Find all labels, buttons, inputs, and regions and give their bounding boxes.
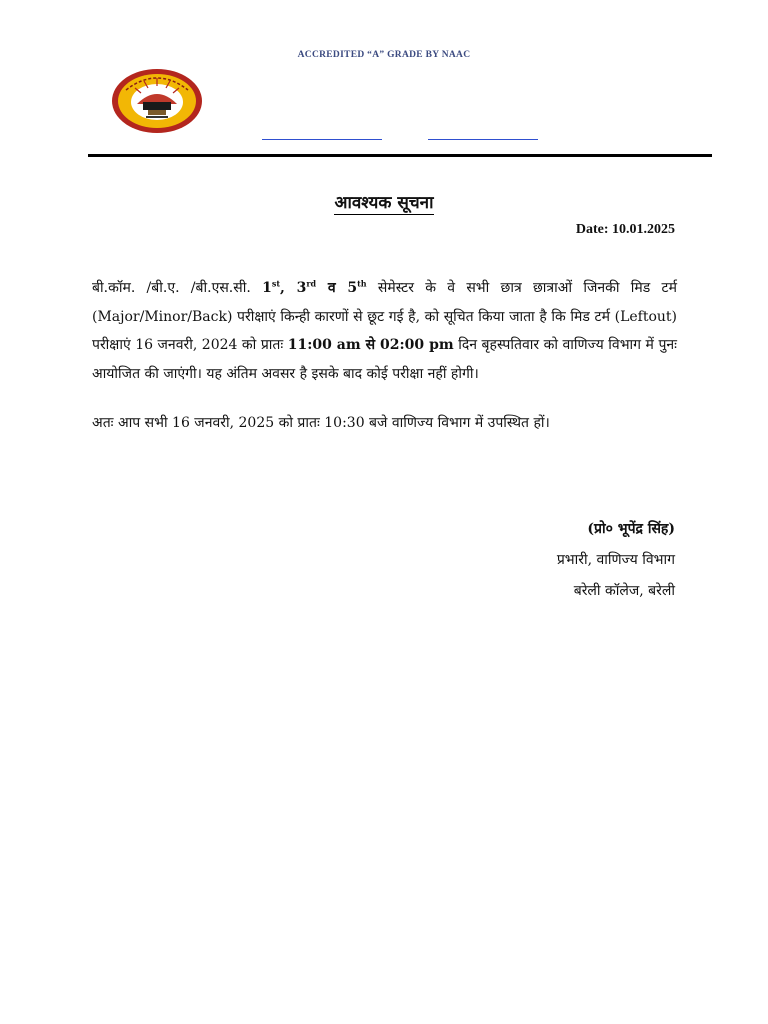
college-seal-icon [110,68,204,134]
notice-title: आवश्यक सूचना [334,193,434,213]
exam-time: 11:00 am से 02:00 pm [287,337,454,353]
header-link-line [428,139,538,140]
notice-paragraph: बी.कॉम. /बी.ए. /बी.एस.सी. 1st, 3rd व 5th सेमेस्टर के वे सभी छात्र छात्राओं जिनकी मिड टर्म (Major/Minor/Back) परीक्षाएं किन्ही कारणों से छूट गई है, को सूचित किया जाता है कि मिड टर्म (Leftout) परीक्षाएं 16 जनवरी, 2024 को प्रातः 11:00 am से 02:00 pm दिन बृहस्पतिवार को वाणिज्य विभाग में पुनः आयोजित की जाएंगी। यह अंतिम अवसर है इसके बाद कोई परीक्षा नहीं होगी। [92,278,677,382]
signatory-designation: प्रभारी, वाणिज्य विभाग [556,552,675,568]
header-link-line [262,139,382,140]
attendance-instruction: अतः आप सभी 16 जनवरी, 2025 को प्रातः 10:30 बजे वाणिज्य विभाग में उपस्थित हों। [92,415,550,431]
accreditation-text: ACCREDITED “A” GRADE BY NAAC [297,50,471,60]
signatory-institution: बरेली कॉलेज, बरेली [573,583,675,599]
notice-date: Date: 10.01.2025 [575,222,675,237]
header-divider [88,154,712,157]
signature-block [557,514,675,607]
signatory-name: (प्रो० भूपेंद्र सिंह) [587,521,675,537]
